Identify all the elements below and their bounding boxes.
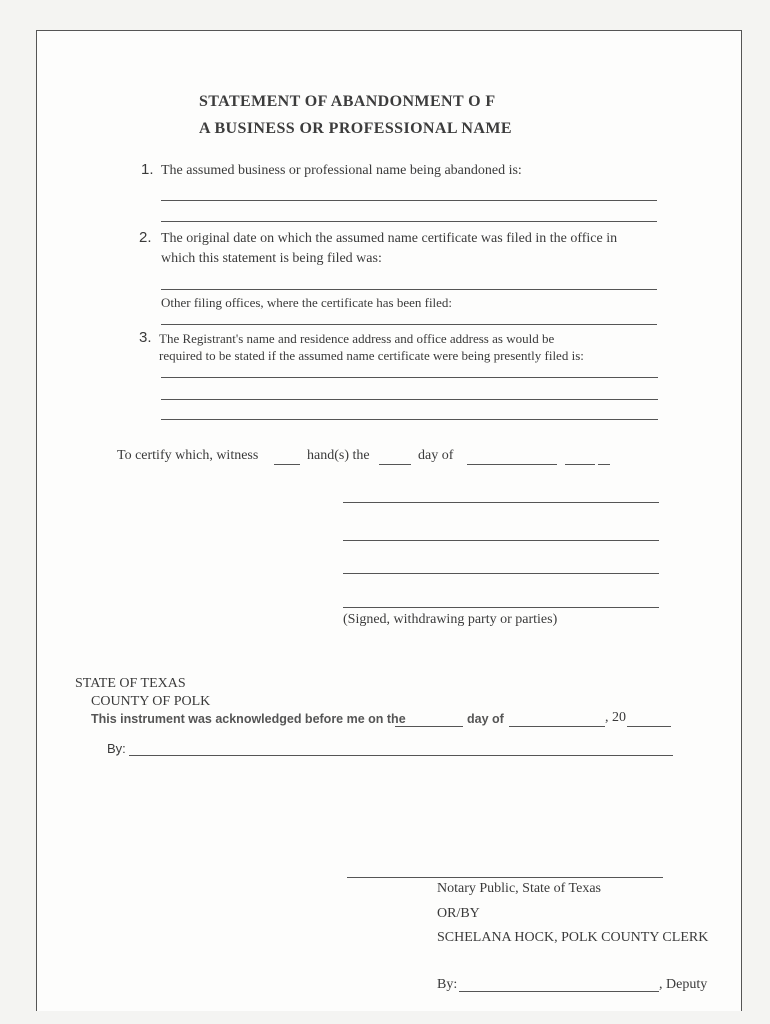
item-3-blank-line-1[interactable] xyxy=(161,377,658,378)
signature-line-1[interactable] xyxy=(343,502,659,503)
item-2-date-line[interactable] xyxy=(161,289,657,290)
item-1-blank-line-1[interactable] xyxy=(161,200,657,201)
certify-year-blank-1[interactable] xyxy=(565,464,595,465)
certify-text-2: hand(s) the xyxy=(307,448,370,463)
deputy-signature-line[interactable] xyxy=(459,991,659,992)
item-2-number: 2. xyxy=(139,229,152,246)
item-1-text: The assumed business or professional name being abandoned is: xyxy=(161,163,522,178)
signed-caption: (Signed, withdrawing party or parties) xyxy=(343,612,558,627)
ack-month-blank[interactable] xyxy=(509,726,605,727)
ack-text: This instrument was acknowledged before me on the xyxy=(91,712,406,726)
title-line-2: A BUSINESS OR PROFESSIONAL NAME xyxy=(199,120,512,137)
ack-year-blank[interactable] xyxy=(627,726,671,727)
item-2-other-offices-line[interactable] xyxy=(161,324,657,325)
item-3-blank-line-2[interactable] xyxy=(161,399,658,400)
notary-public-label: Notary Public, State of Texas xyxy=(437,881,602,896)
county-clerk-name: SCHELANA HOCK, POLK COUNTY CLERK xyxy=(437,930,709,945)
certify-day-blank[interactable] xyxy=(379,464,411,465)
or-by-label: OR/BY xyxy=(437,906,480,921)
item-3-text-line-1: The Registrant's name and residence address and office address as would be xyxy=(159,331,555,346)
form-page xyxy=(36,30,742,1011)
item-2-text-line-1: The original date on which the assumed name certificate was filed in the office in xyxy=(161,231,618,246)
item-1-blank-line-2[interactable] xyxy=(161,221,657,222)
certify-text-3: day of xyxy=(418,448,454,463)
certify-year-blank-2[interactable] xyxy=(598,464,610,465)
title-line-1: STATEMENT OF ABANDONMENT O F xyxy=(199,93,496,110)
ack-day-of: day of xyxy=(467,712,504,726)
state-heading: STATE OF TEXAS xyxy=(75,676,186,691)
item-1-number: 1. xyxy=(141,161,154,178)
county-heading: COUNTY OF POLK xyxy=(91,694,211,709)
by-signature-line[interactable] xyxy=(129,755,673,756)
ack-year-prefix: , 20 xyxy=(605,710,626,725)
signature-line-4[interactable] xyxy=(343,607,659,608)
deputy-label: , Deputy xyxy=(659,977,708,992)
certify-text-1: To certify which, witness xyxy=(117,448,259,463)
ack-day-blank[interactable] xyxy=(395,726,463,727)
item-3-number: 3. xyxy=(139,329,152,346)
signature-line-2[interactable] xyxy=(343,540,659,541)
certify-month-blank[interactable] xyxy=(467,464,557,465)
item-3-text-line-2: required to be stated if the assumed name certificate were being presently filed is: xyxy=(159,348,584,363)
deputy-by-label: By: xyxy=(437,977,458,992)
item-2-text-line-2: which this statement is being filed was: xyxy=(161,251,382,266)
by-label: By: xyxy=(107,741,126,756)
signature-line-3[interactable] xyxy=(343,573,659,574)
item-2-other-offices-label: Other filing offices, where the certificate has been filed: xyxy=(161,295,453,310)
item-3-blank-line-3[interactable] xyxy=(161,419,658,420)
certify-witness-blank[interactable] xyxy=(274,464,300,465)
notary-signature-line[interactable] xyxy=(347,877,663,878)
